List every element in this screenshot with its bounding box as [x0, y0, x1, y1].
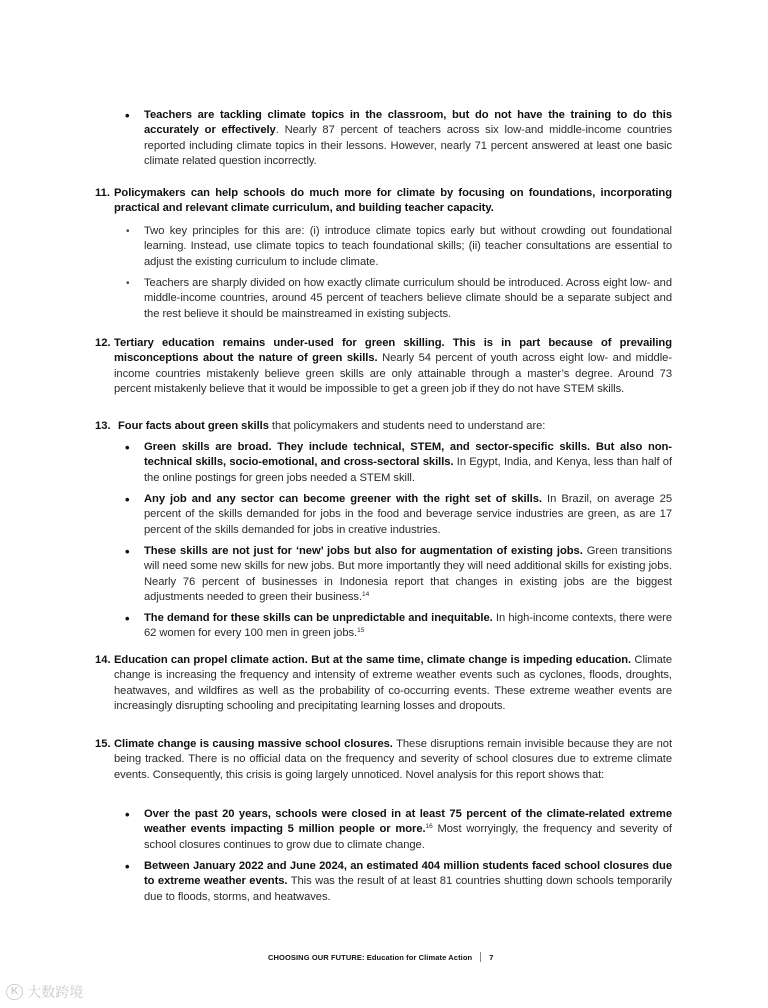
- watermark-text: 大数跨境: [27, 984, 84, 1000]
- item-11-heading: [114, 186, 672, 217]
- fact-body-text: Green transitions will need some new skills for new jobs. But more importantly they will need additional skills for existing jobs. Nearly 76 percent of businesses in Indonesia report that changes in existing jobs are the biggest adjustments needed to green their business.: [144, 545, 672, 603]
- item-number: 14.: [95, 654, 111, 666]
- item-13-intro: [118, 419, 672, 434]
- item-body-text: These disruptions remain invisible because they are not being tracked. There is no official data on the frequency and severity of school closures due to extreme climate events. Consequently, this crisis is going largely unnoticed. Novel analysis for this report shows that:: [114, 738, 673, 781]
- fact-bold-text: Green skills are broad. They include technical, STEM, and sector-specific skills. But also non-technical skills, socio-emotional, and cross-sectoral skills.: [144, 441, 672, 469]
- bullet-marker: •: [125, 544, 130, 559]
- page-number: 7: [489, 952, 494, 962]
- bullet-marker: •: [125, 859, 130, 874]
- bullet-body-text: . Nearly 87 percent of teachers across six low-and middle-income countries reported including climate topics in their lessons. However, nearly 71 percent answered at least one basic climate related question incorrectly.: [144, 124, 672, 167]
- bullet-marker: •: [126, 226, 130, 237]
- bullet-marker: •: [125, 611, 130, 626]
- item-12-paragraph: [114, 336, 672, 397]
- item-bold-text: Climate change is causing massive school closures.: [114, 738, 393, 750]
- fact-any-job-greener: [144, 492, 672, 538]
- watermark: [6, 982, 83, 1002]
- item-number: 12.: [95, 337, 111, 349]
- item-body-text: that policymakers and students need to understand are:: [268, 420, 546, 432]
- bullet-teachers-training: [144, 108, 672, 169]
- closure-body-text: Most worryingly, the frequency and severity of school closures continues to grow due to climate change.: [144, 823, 672, 851]
- item-14-paragraph: [114, 653, 672, 714]
- item-11-bullet-divided: Teachers are sharply divided on how exactly climate curriculum should be introduced. Across eight low- and middle-income countries, around 45 percent of teachers believe climate should be a separate subject and the rest believe it should be mainstreamed in existing subjects.: [144, 277, 672, 320]
- closure-body-text: This was the result of at least 81 countries shutting down schools temporarily due to floods, storms, and heatwaves.: [144, 875, 672, 903]
- fact-bold-text: The demand for these skills can be unpredictable and inequitable.: [144, 612, 493, 624]
- bullet-marker: •: [125, 807, 130, 822]
- item-bold-text: Four facts about green skills: [118, 420, 269, 432]
- fact-bold-text: These skills are not just for ‘new’ jobs but also for augmentation of existing jobs.: [144, 545, 583, 557]
- footnote-ref[interactable]: 16: [425, 823, 433, 831]
- page-footer: [268, 950, 494, 964]
- fact-body-text: In high-income contexts, there were 62 women for every 100 men in green jobs.: [144, 612, 672, 640]
- item-body-text: Climate change is increasing the frequency and intensity of extreme weather events such as cyclones, floods, droughts, heatwaves, and wildfires as well as the probability of co-occurring events. These extreme weather events are increasingly disrupting schooling and precipitating learning losses and dropouts.: [114, 654, 673, 712]
- item-body-text: Nearly 54 percent of youth across eight low- and middle-income countries mistakenly believe green skills are only attainable through a master’s degree. Around 73 percent mistakenly believe that it would be impossible to get a green job if they do not have STEM skills.: [114, 352, 673, 395]
- fact-demand-unpredictable: [144, 611, 672, 642]
- fact-green-skills-broad: [144, 440, 672, 486]
- item-number: 15.: [95, 738, 111, 750]
- fact-body-text: In Brazil, on average 25 percent of the skills demanded for jobs in the food and beverage service industries are green, as are 17 percent of the skills demanded for jobs in creative industries.: [144, 493, 672, 536]
- closure-bold-text: Over the past 20 years, schools were closed in at least 75 percent of the climate-related extreme weather events impacting 5 million people or more.: [144, 808, 672, 836]
- item-number: 11.: [95, 187, 110, 199]
- item-bold-text: Policymakers can help schools do much more for climate by focusing on foundations, incorporating practical and relevant climate curriculum, and building teacher capacity.: [114, 187, 672, 215]
- footnote-ref[interactable]: 15: [357, 627, 365, 635]
- bullet-marker: •: [126, 278, 130, 289]
- fact-augmentation-existing-jobs: [144, 544, 672, 605]
- bullet-marker: •: [125, 492, 130, 507]
- fact-bold-text: Any job and any sector can become greener with the right set of skills.: [144, 493, 542, 505]
- item-15-paragraph: [114, 737, 672, 783]
- footer-title: CHOOSING OUR FUTURE: Education for Climate Action: [268, 952, 473, 962]
- closure-bullet-20-years: [144, 807, 672, 853]
- item-11-bullet-principles: Two key principles for this are: (i) introduce climate topics early but without crowding out foundational learning. Instead, use climate topics to teach foundational skills; (ii) teacher consultations are essential to adjust the existing curriculum to include climate.: [144, 225, 672, 268]
- bullet-marker: •: [125, 440, 130, 455]
- closure-bold-text: Between January 2022 and June 2024, an estimated 404 million students faced school closures due to extreme weather events.: [144, 860, 672, 888]
- item-bold-text: Tertiary education remains under-used for green skilling. This is in part because of prevailing misconceptions about the nature of green skills.: [114, 337, 672, 365]
- bullet-marker: •: [125, 108, 130, 123]
- item-bold-text: Education can propel climate action. But at the same time, climate change is impeding education.: [114, 654, 632, 666]
- item-number: 13.: [95, 420, 111, 432]
- watermark-logo-icon: K: [6, 984, 23, 1000]
- fact-body-text: In Egypt, India, and Kenya, less than half of the online postings for green jobs needed a STEM skill.: [144, 456, 672, 484]
- footnote-ref[interactable]: 14: [362, 590, 370, 598]
- bullet-bold-text: Teachers are tackling climate topics in the classroom, but do not have the training to do this accurately or effectively: [144, 109, 672, 137]
- closure-bullet-404-million: [144, 859, 672, 905]
- footer-divider: [480, 952, 481, 962]
